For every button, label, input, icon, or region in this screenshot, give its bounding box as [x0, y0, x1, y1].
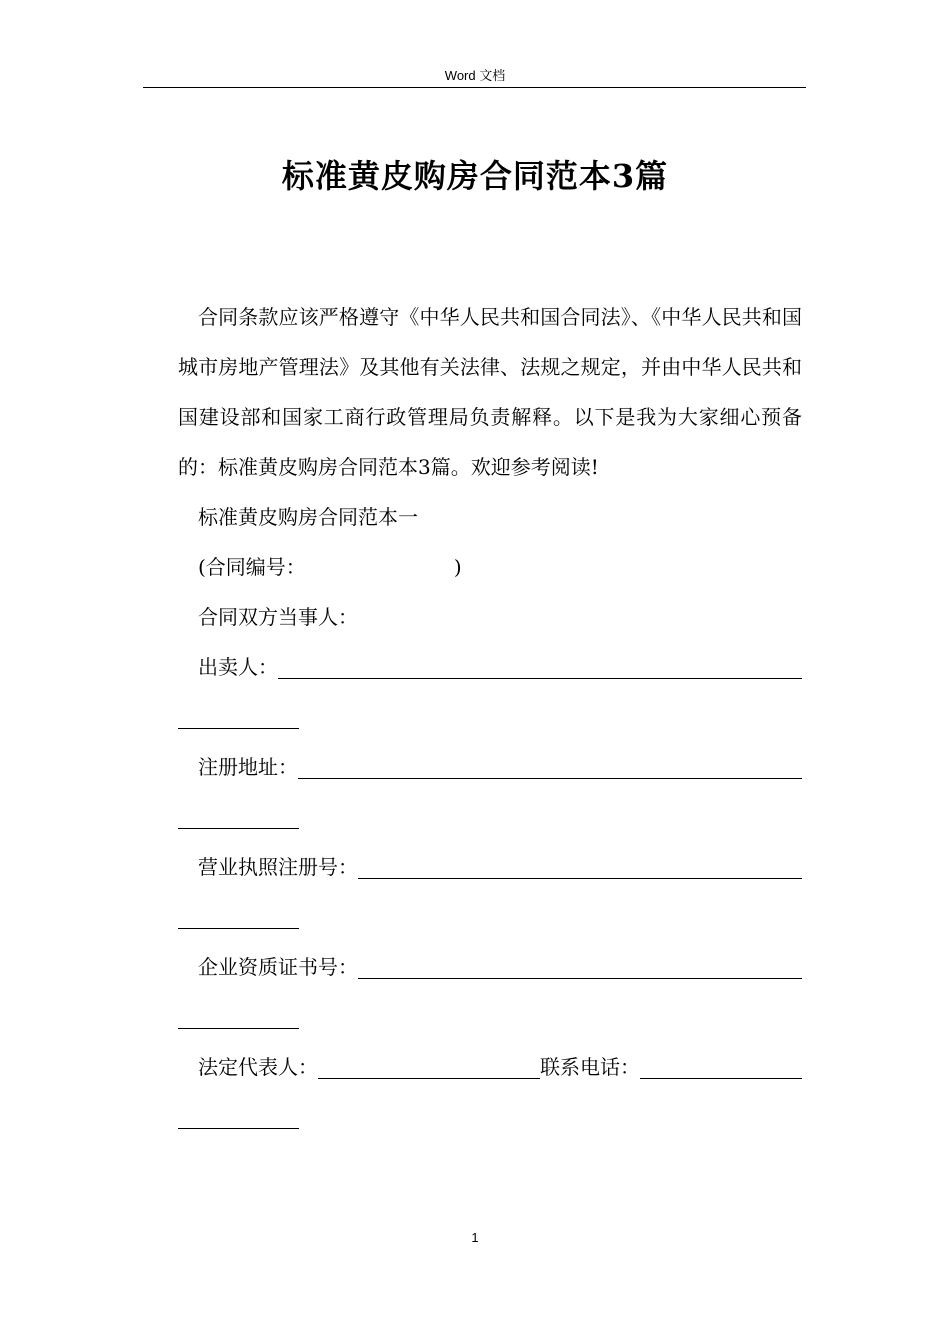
business-license-field	[178, 842, 802, 892]
document-title: 标准黄皮购房合同范本3篇	[281, 157, 669, 195]
contract-number-label: (合同编号：	[198, 555, 306, 579]
continuation-underline	[178, 1128, 299, 1129]
business-license-blank	[358, 878, 802, 879]
business-license-blank-continuation	[178, 892, 802, 942]
registered-address-blank-continuation	[178, 792, 802, 842]
continuation-underline	[178, 828, 299, 829]
header-divider	[143, 87, 806, 88]
qualification-cert-field	[178, 942, 802, 992]
legal-representative-blank	[318, 1078, 540, 1079]
continuation-underline	[178, 1028, 299, 1029]
legal-representative-label: 法定代表人：	[198, 1055, 318, 1079]
contact-phone-blank	[640, 1078, 802, 1079]
section-heading: 标准黄皮购房合同范本一	[198, 505, 418, 529]
continuation-underline	[178, 728, 299, 729]
contact-phone-label: 联系电话：	[540, 1055, 640, 1079]
business-license-label: 营业执照注册号：	[198, 855, 358, 879]
legal-representative-field	[178, 1042, 802, 1092]
intro-paragraph: 合同条款应该严格遵守《中华人民共和国合同法》、《中华人民共和国城市房地产管理法》及其他有关法律、法规之规定，并由中华人民共和国建设部和国家工商行政管理局负责解释。以下是我为大家细心预备的：标准黄皮购房合同范本3篇。欢迎参考阅读!	[178, 305, 802, 479]
page-number: 1	[471, 1230, 479, 1245]
qualification-cert-label: 企业资质证书号：	[198, 955, 358, 979]
seller-blank-continuation	[178, 692, 802, 742]
page-header-label: Word 文档	[444, 68, 506, 83]
registered-address-blank	[298, 778, 802, 779]
seller-blank	[278, 678, 802, 679]
contract-number-close: )	[453, 555, 462, 579]
qualification-cert-blank	[358, 978, 802, 979]
registered-address-label: 注册地址：	[198, 755, 298, 779]
continuation-underline	[178, 928, 299, 929]
registered-address-field	[178, 742, 802, 792]
document-body	[178, 292, 802, 1142]
qualification-cert-blank-continuation	[178, 992, 802, 1042]
seller-field	[178, 642, 802, 692]
parties-heading: 合同双方当事人：	[198, 605, 358, 629]
contract-number-line	[178, 542, 802, 592]
seller-label: 出卖人：	[198, 655, 278, 679]
contact-phone-blank-continuation	[178, 1092, 802, 1142]
